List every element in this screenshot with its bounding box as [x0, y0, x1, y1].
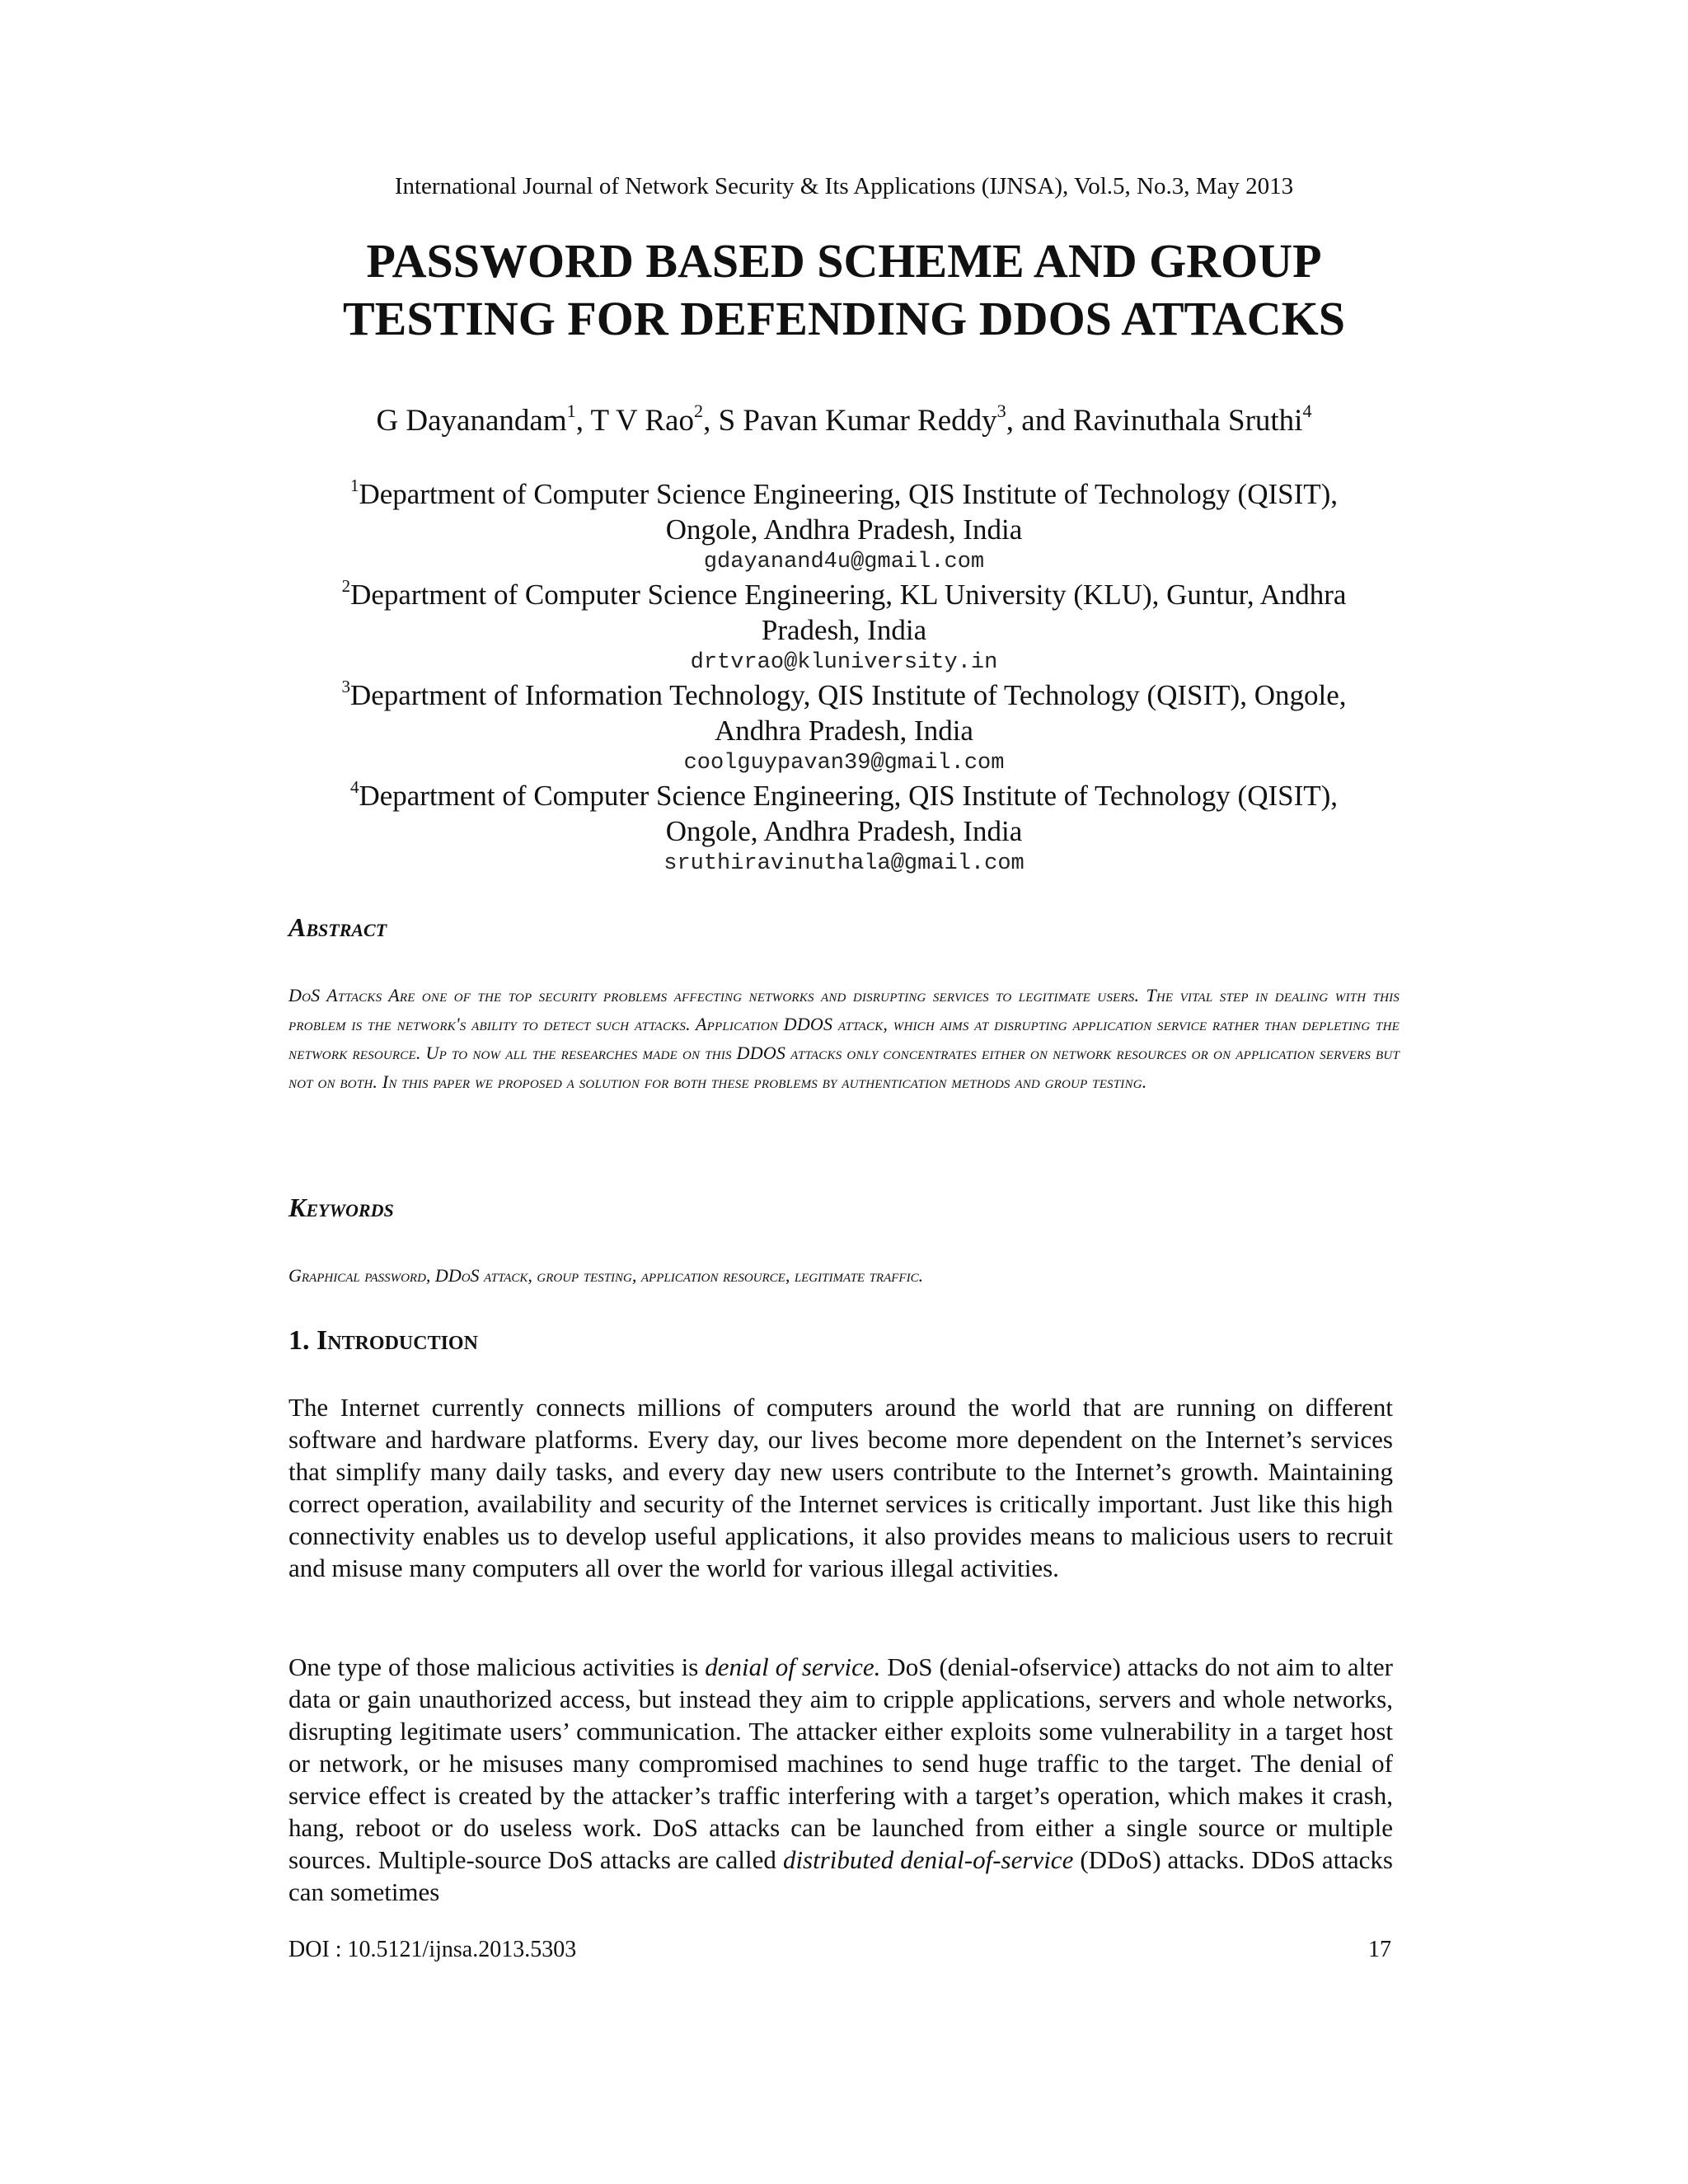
author-email[interactable]: gdayanand4u@gmail.com: [703, 550, 985, 574]
affiliation-line: Department of Computer Science Engineering, QIS Institute of Technology (QISIT),: [359, 780, 1339, 812]
author-name: S Pavan Kumar Reddy: [718, 404, 997, 438]
title-line-1: PASSWORD BASED SCHEME AND GROUP: [366, 234, 1322, 288]
affiliation: [280, 476, 1408, 577]
affiliation: [280, 778, 1408, 879]
title-line-2: TESTING FOR DEFENDING DDOS ATTACKS: [342, 292, 1346, 345]
author-sup: 3: [996, 401, 1006, 422]
author-name: T V Rao: [590, 404, 694, 438]
affiliation-sup: 1: [349, 476, 359, 496]
affiliation-line: Department of Computer Science Engineering, QIS Institute of Technology (QISIT),: [359, 478, 1339, 510]
affiliation: [280, 577, 1408, 677]
affiliation-sup: 4: [349, 777, 359, 798]
keywords-heading: Keywords: [288, 1193, 394, 1222]
affiliation-location: Andhra Pradesh, India: [715, 715, 973, 747]
author-sup: 1: [566, 401, 576, 422]
affiliation-location: Ongole, Andhra Pradesh, India: [665, 815, 1023, 847]
keywords-text: Graphical password, DDoS attack, group testing, application resource, legitimate traffic.: [288, 1265, 924, 1286]
affiliation-sup: 2: [341, 576, 351, 597]
introduction-heading: 1. Introduction: [288, 1325, 478, 1356]
author-separator: ,: [575, 404, 591, 438]
author-list: [0, 402, 1688, 440]
affiliation-location: Ongole, Andhra Pradesh, India: [665, 513, 1023, 546]
affiliation-line: Department of Computer Science Engineering, KL University (KLU), Guntur, Andhra: [350, 579, 1347, 611]
affiliation-location: Pradesh, India: [761, 614, 927, 646]
affiliation-sup: 3: [341, 677, 350, 697]
doi: DOI : 10.5121/ijnsa.2013.5303: [288, 1937, 577, 1962]
author-name: Ravinuthala Sruthi: [1072, 404, 1303, 438]
affiliation: [280, 677, 1408, 778]
abstract-heading: Abstract: [288, 912, 387, 942]
page-number: 17: [1368, 1937, 1391, 1962]
author-name: G Dayanandam: [376, 404, 567, 438]
author-sup: 4: [1302, 401, 1312, 422]
author-separator: , and: [1006, 404, 1073, 438]
emphasis: denial of service.: [705, 1652, 881, 1681]
emphasis: distributed denial-of-service: [782, 1845, 1074, 1874]
introduction-paragraph: One type of those malicious activities is denial of service. DoS (denial-ofservice) attacks do not aim to alter data or gain unauthorized access, but instead they aim to cripple applications, servers and whole networks, disrupting legitimate users’ communication. The attacker either exploits some vulnerability in a target host or network, or he misuses many compromised machines to send huge traffic to the target. The denial of service effect is created by the attacker’s traffic interfering with a target’s operation, which makes it crash, hang, reboot or do useless work. DoS attacks can be launched from either a single source or multiple sources. Multiple-source DoS attacks are called distributed denial-of-service (DDoS) attacks. DDoS attacks can sometimes: [288, 1652, 1393, 1906]
paper-title: [185, 232, 1503, 348]
author-separator: ,: [703, 404, 719, 438]
affiliations: [280, 476, 1408, 879]
abstract-text: DoS Attacks Are one of the top security problems affecting networks and disrupting services to legitimate users. The vital step in dealing with this problem is the network's ability to detect such attacks. Application DDOS attack, which aims at disrupting application service rather than depleting the network resource. Up to now all the researches made on this DDOS attacks only concentrates either on network resources or on application servers but not on both. In this paper we proposed a solution for both these problems by authentication methods and group testing.: [288, 985, 1400, 1092]
author-email[interactable]: sruthiravinuthala@gmail.com: [663, 851, 1025, 876]
running-header: International Journal of Network Security & Its Applications (IJNSA), Vol.5, No.3, May 2013: [394, 173, 1294, 199]
author-email[interactable]: drtvrao@kluniversity.in: [690, 650, 998, 675]
introduction-paragraph: The Internet currently connects millions of computers around the world that are running on different software and hardware platforms. Every day, our lives become more dependent on the Internet’s services that simplify many daily tasks, and every day new users contribute to the Internet’s growth. Maintaining correct operation, availability and security of the Internet services is critically important. Just like this high connectivity enables us to develop useful applications, it also provides means to malicious users to recruit and misuse many computers all over the world for various illegal activities.: [288, 1393, 1393, 1582]
author-email[interactable]: coolguypavan39@gmail.com: [683, 751, 1005, 776]
affiliation-line: Department of Information Technology, QIS Institute of Technology (QISIT), Ongole,: [350, 679, 1347, 711]
author-sup: 2: [693, 401, 704, 422]
